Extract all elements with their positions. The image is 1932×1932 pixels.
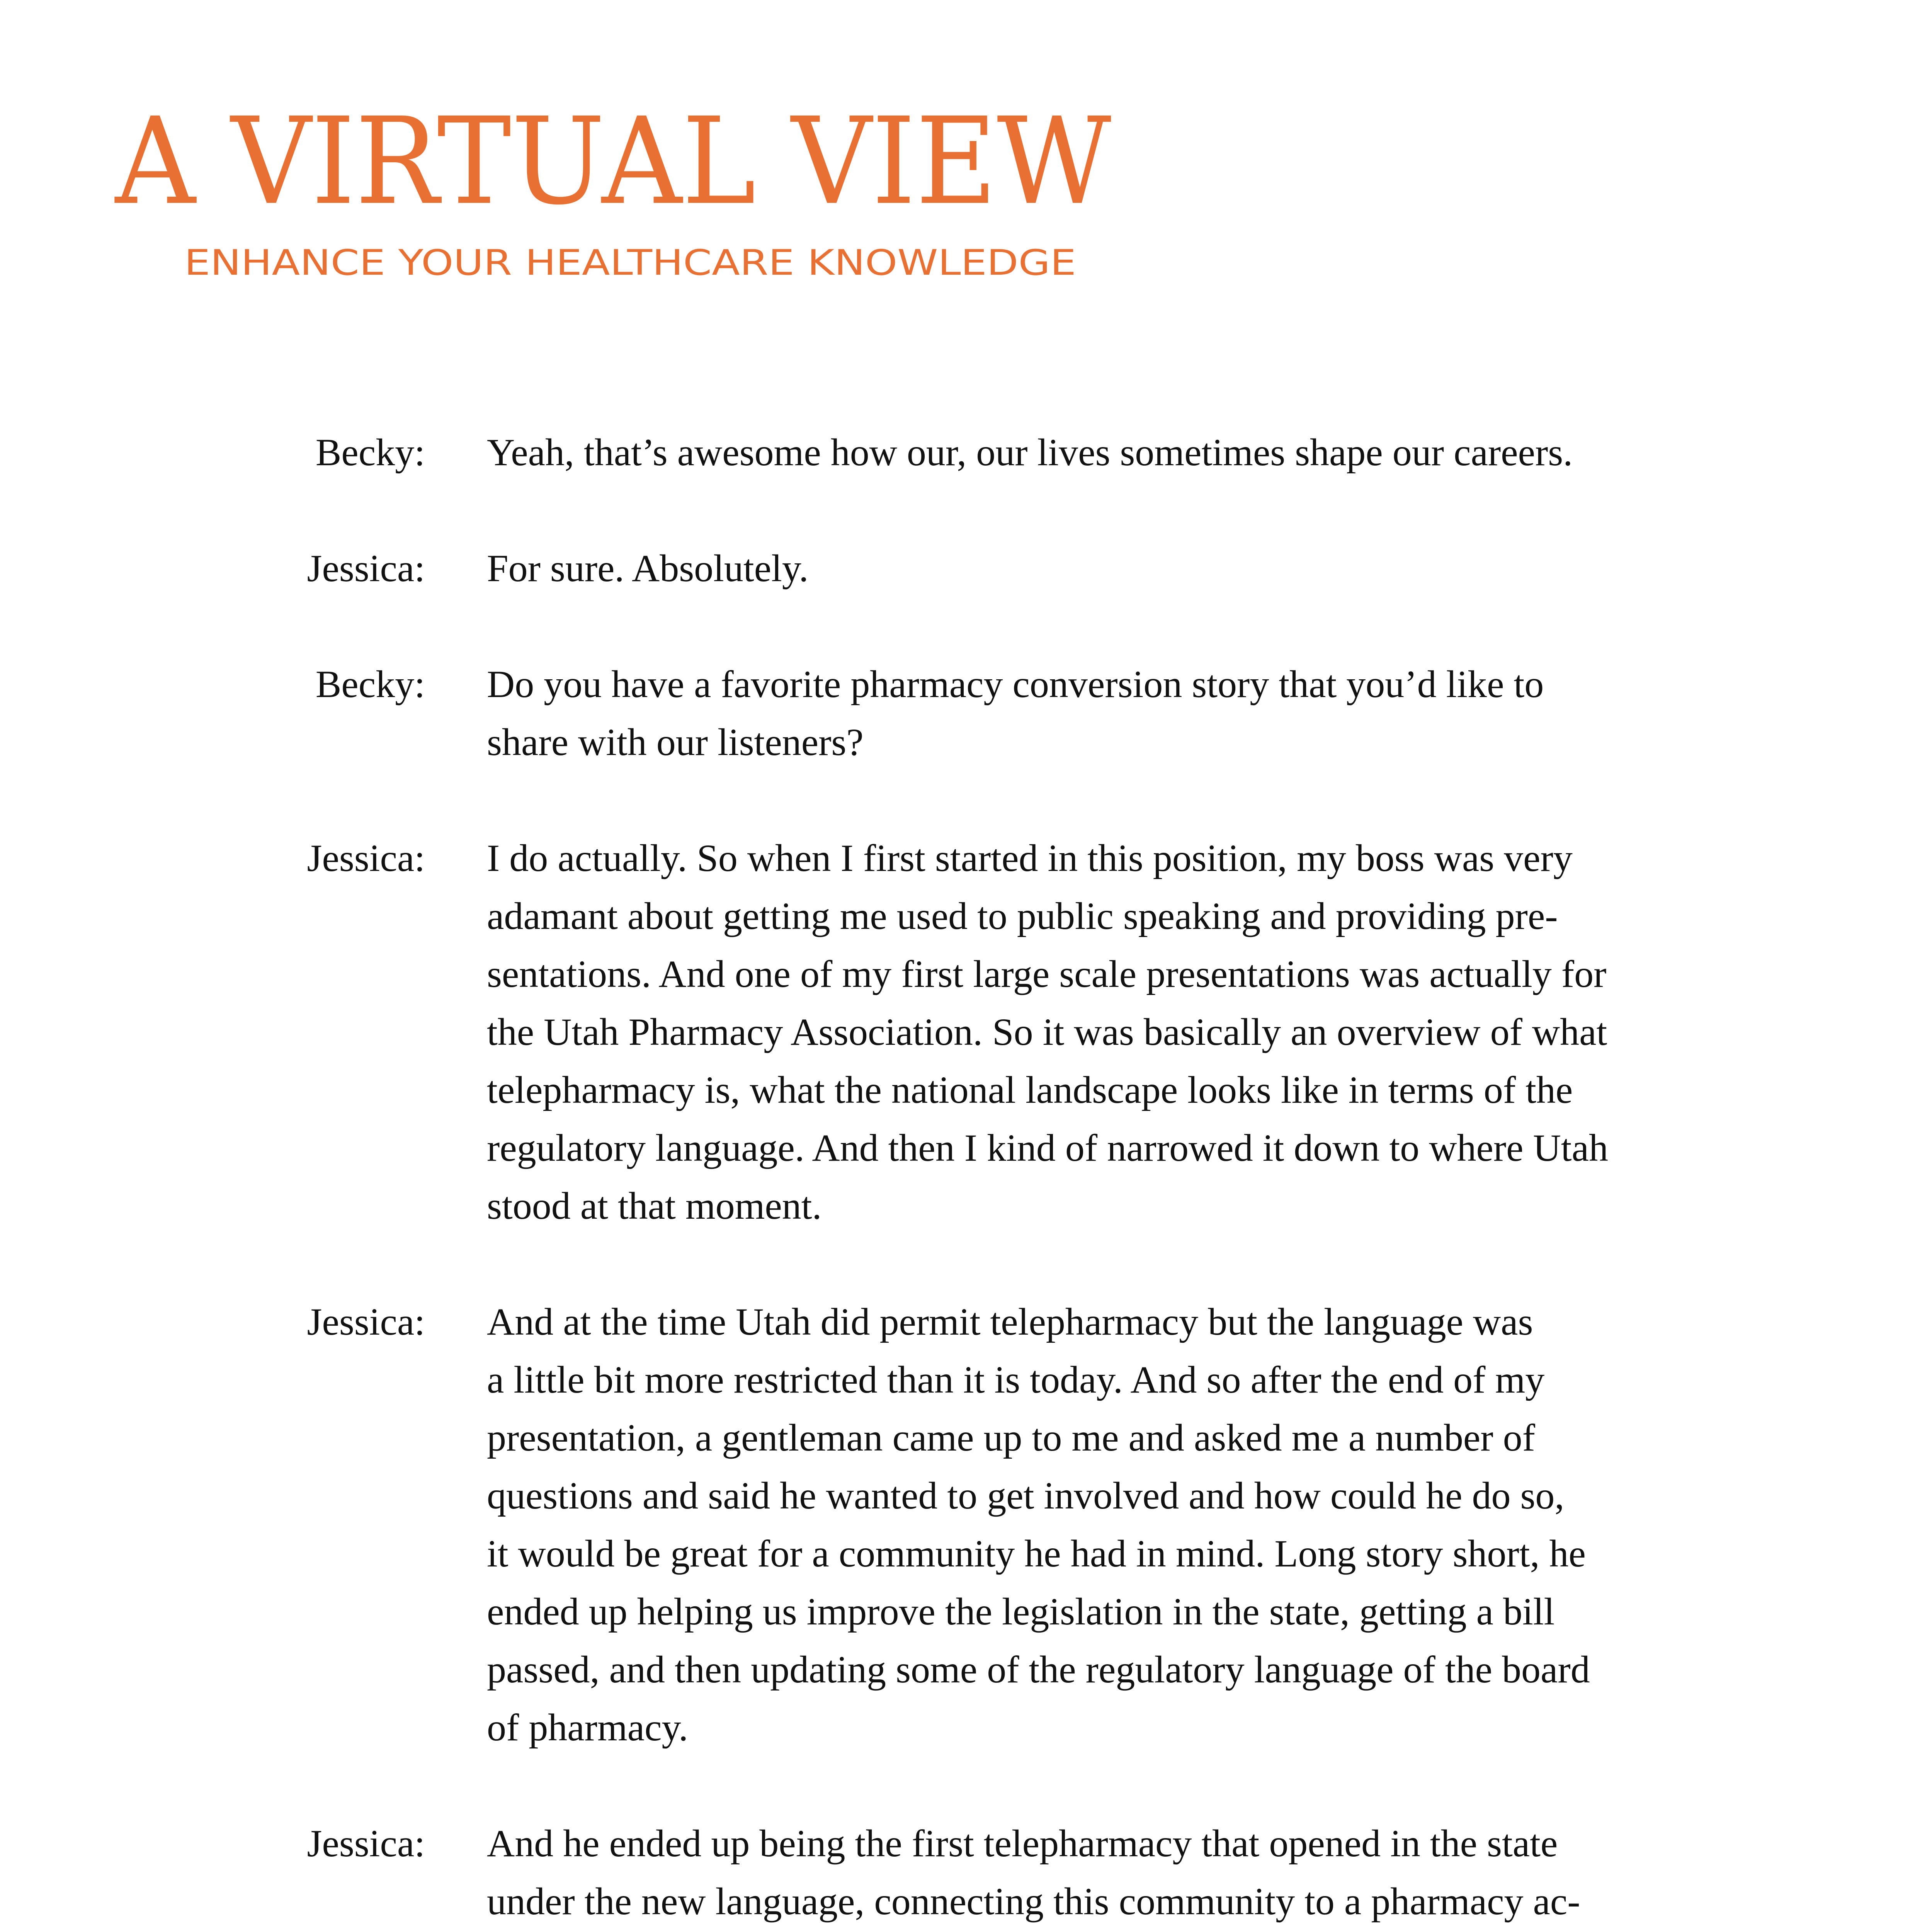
transcript-line: of pharmacy. xyxy=(487,1706,689,1749)
page-title: A VIRTUAL VIEW xyxy=(113,92,1112,231)
transcript-line: ended up helping us improve the legislation in the state, getting a bill xyxy=(487,1590,1555,1633)
transcript-line: Yeah, that’s awesome how our, our lives sometimes shape our careers. xyxy=(487,431,1573,474)
speaker-label: Jessica: xyxy=(307,837,425,879)
transcript-line: it would be great for a community he had in mind. Long story short, he xyxy=(487,1532,1586,1575)
transcript-line: adamant about getting me used to public speaking and providing pre- xyxy=(487,895,1558,937)
transcript-line xyxy=(487,1930,1594,1932)
transcript-line: passed, and then updating some of the regulatory language of the board xyxy=(487,1648,1590,1691)
transcript-line: under the new language, connecting this community to a pharmacy ac- xyxy=(487,1880,1580,1923)
transcript-line: And at the time Utah did permit telepharmacy but the language was xyxy=(487,1300,1533,1343)
speaker-label: Jessica: xyxy=(307,1822,425,1865)
speaker-label: Jessica: xyxy=(307,1300,425,1343)
speaker-label: Becky: xyxy=(315,663,425,706)
transcript-line: regulatory language. And then I kind of narrowed it down to where Utah xyxy=(487,1126,1608,1169)
speaker-label: Becky: xyxy=(315,431,425,474)
transcript-line: For sure. Absolutely. xyxy=(487,547,809,590)
transcript-line: the Utah Pharmacy Association. So it was basically an overview of what xyxy=(487,1010,1607,1053)
transcript-line: I do actually. So when I first started in this position, my boss was very xyxy=(487,837,1573,879)
transcript-line: sentations. And one of my first large scale presentations was actually for xyxy=(487,952,1607,995)
transcript-line: a little bit more restricted than it is today. And so after the end of my xyxy=(487,1358,1545,1401)
page-subtitle: ENHANCE YOUR HEALTHCARE KNOWLEDGE xyxy=(184,243,1076,283)
transcript-line: stood at that moment. xyxy=(487,1184,822,1227)
transcript-line: questions and said he wanted to get involved and how could he do so, xyxy=(487,1474,1565,1517)
transcript-line: telepharmacy is, what the national landscape looks like in terms of the xyxy=(487,1068,1573,1111)
transcript-line: presentation, a gentleman came up to me and asked me a number of xyxy=(487,1416,1535,1459)
header xyxy=(0,0,1932,309)
transcript-line: share with our listeners? xyxy=(487,721,864,764)
transcript-line: And he ended up being the first telepharmacy that opened in the state xyxy=(487,1822,1558,1865)
speaker-label: Jessica: xyxy=(307,547,425,590)
transcript-line: Do you have a favorite pharmacy conversion story that you’d like to xyxy=(487,663,1544,706)
